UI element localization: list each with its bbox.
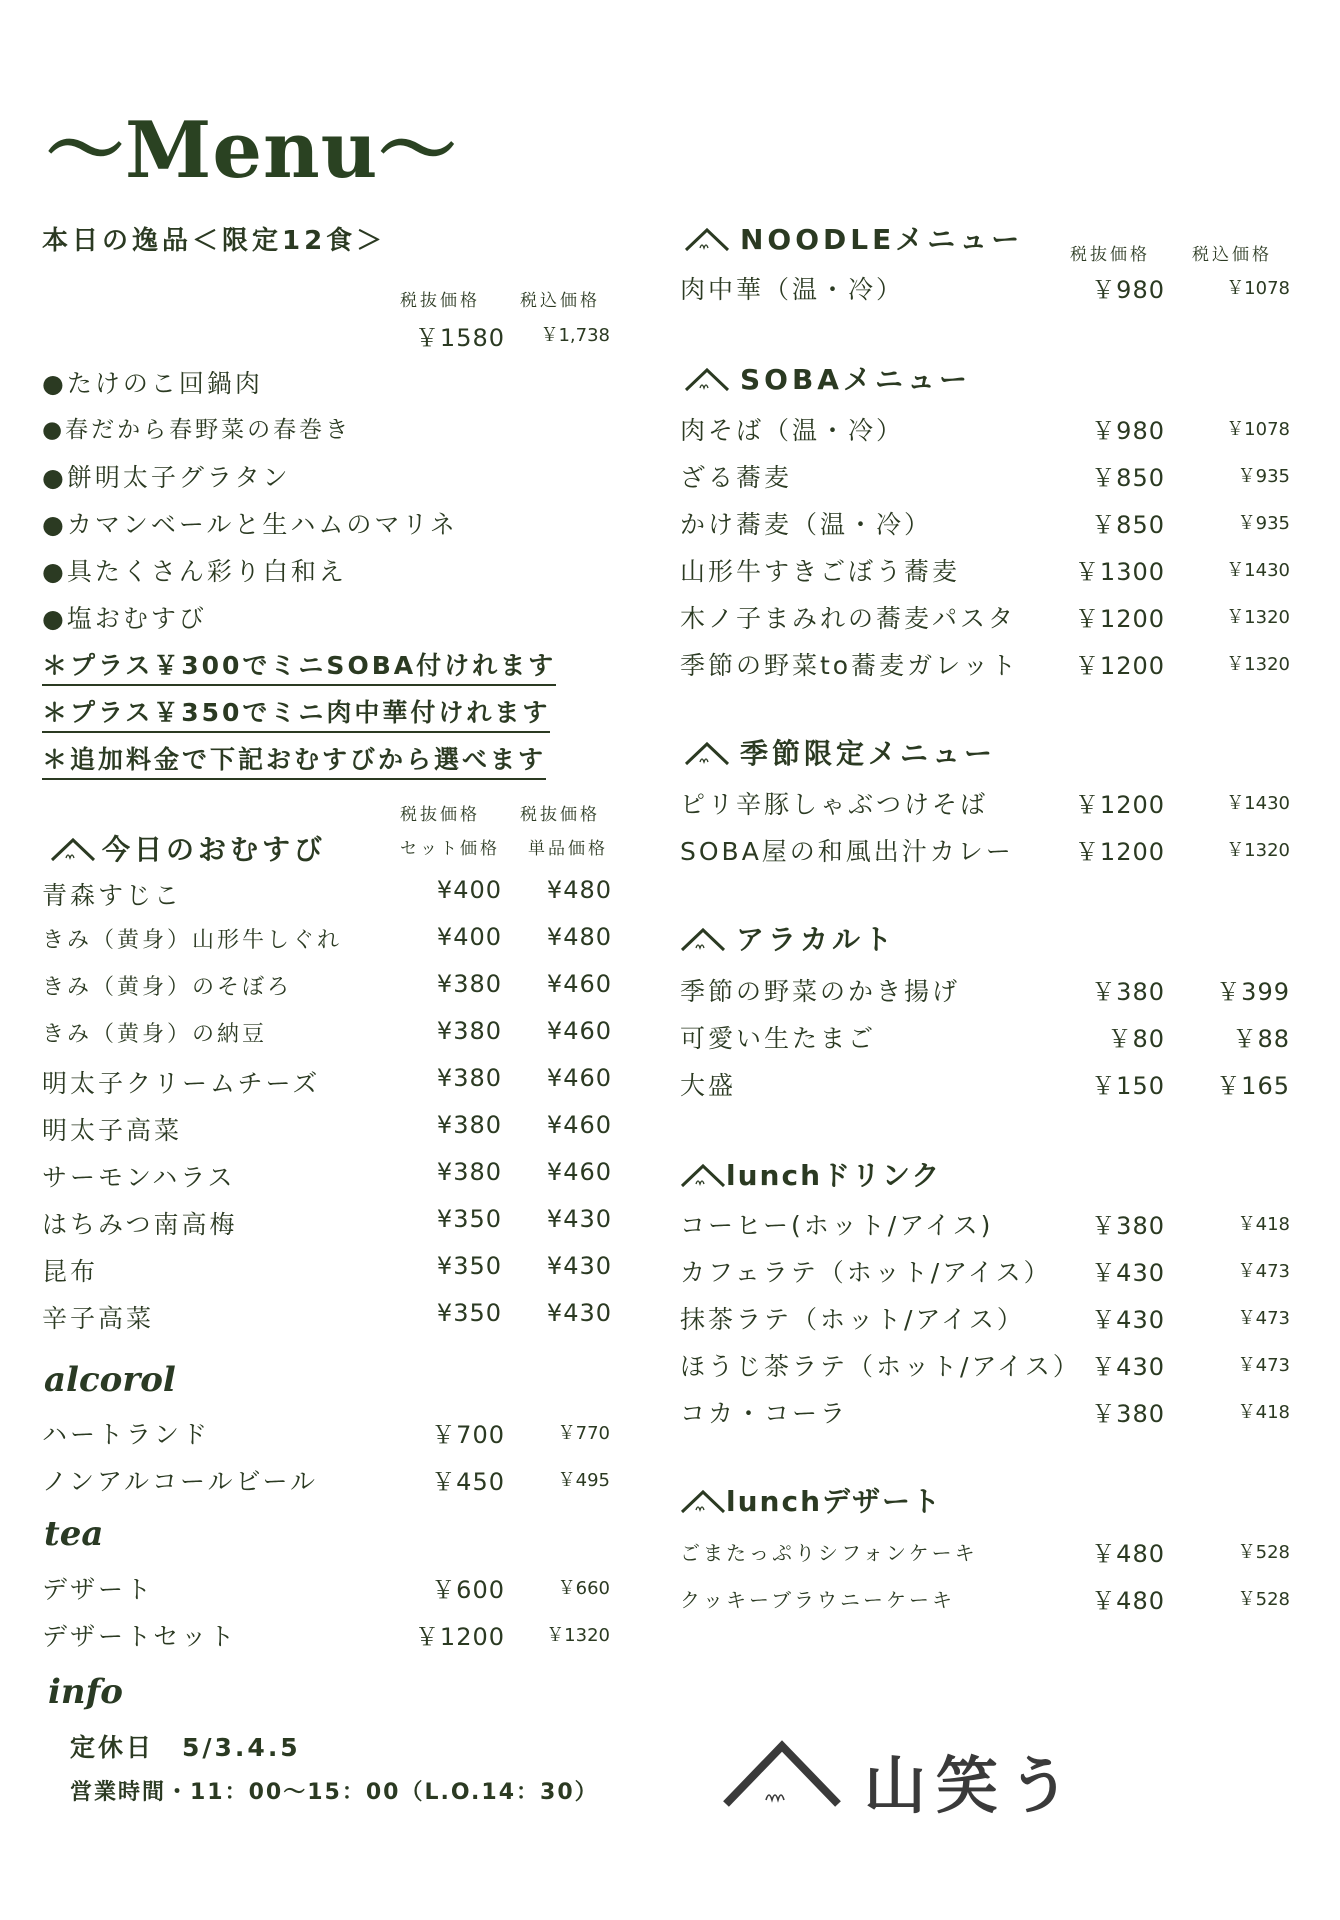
alacarte-item-ex: ￥80: [1107, 1025, 1165, 1053]
list-item: [42, 1299, 612, 1346]
special-col-ex: 税抜価格: [400, 291, 480, 311]
special-item: ●塩おむすび: [42, 604, 207, 633]
omusubi-list: [42, 876, 612, 1346]
list-item: [42, 1205, 612, 1252]
mountain-icon: [680, 926, 726, 952]
item-set-price: ¥350: [436, 1205, 502, 1233]
noodle-col-in: 税込価格: [1192, 245, 1272, 265]
item-name: 明太子高菜: [42, 1116, 183, 1145]
dessert-heading: lunchデザート: [726, 1485, 942, 1518]
mountain-icon: [50, 836, 96, 862]
item-name: 季節の野菜to蕎麦ガレット: [680, 651, 1019, 680]
tea-item-ex: ￥1200: [414, 1623, 505, 1651]
alacarte-item-in: ￥399: [1216, 978, 1290, 1006]
page-title: 〜Menu〜: [46, 105, 458, 196]
shop-logo: [722, 1724, 1092, 1824]
item-set-price: ¥380: [436, 970, 502, 998]
list-item: [42, 1111, 612, 1158]
dessert-item-name: ごまたっぷりシフォンケーキ: [680, 1541, 978, 1565]
alacarte-item-name: 季節の野菜のかき揚げ: [680, 977, 961, 1006]
list-item: [680, 1347, 1290, 1394]
item-in-price: ￥473: [1237, 1355, 1290, 1376]
item-ex-price: ￥430: [1091, 1259, 1165, 1287]
item-set-price: ¥400: [436, 923, 502, 951]
alcohol-item-name: ハートランド: [42, 1420, 211, 1449]
item-set-price: ¥380: [436, 1017, 502, 1045]
list-item: [42, 1064, 612, 1111]
item-in-price: ￥1320: [1226, 607, 1290, 628]
item-name: 明太子クリームチーズ: [42, 1069, 321, 1098]
item-name: サーモンハラス: [42, 1163, 236, 1192]
item-single-price: ¥430: [546, 1205, 612, 1233]
seasonal-item-ex: ￥1200: [1074, 838, 1165, 866]
item-ex-price: ￥1200: [1074, 652, 1165, 680]
noodle-col-ex: 税抜価格: [1070, 245, 1150, 265]
list-item: [680, 1206, 1290, 1253]
item-single-price: ¥460: [546, 1158, 612, 1186]
tea-item-ex: ￥600: [431, 1576, 505, 1604]
alcohol-item-ex: ￥700: [431, 1421, 505, 1449]
alacarte-item-ex: ￥380: [1091, 978, 1165, 1006]
mountain-icon: [680, 1488, 726, 1514]
item-name: 山形牛すきごぼう蕎麦: [680, 557, 961, 586]
list-item: [680, 505, 1290, 552]
alcohol-item-name: ノンアルコールビール: [42, 1467, 319, 1496]
item-set-price: ¥380: [436, 1158, 502, 1186]
item-set-price: ¥350: [436, 1252, 502, 1280]
item-name: きみ（黄身）のそぼろ: [42, 975, 293, 1000]
list-item: [42, 1252, 612, 1299]
item-in-price: ￥1320: [1226, 654, 1290, 675]
item-name: 木ノ子まみれの蕎麦パスタ: [680, 604, 1017, 633]
noodle-item-ex: ￥980: [1091, 276, 1165, 304]
item-name: 肉そば（温・冷）: [680, 416, 905, 445]
item-in-price: ￥935: [1237, 466, 1290, 487]
drink-list: [680, 1206, 1290, 1441]
item-single-price: ¥460: [546, 1017, 612, 1045]
item-single-price: ¥480: [546, 876, 612, 904]
item-name: ざる蕎麦: [680, 463, 793, 492]
alacarte-item-ex: ￥150: [1091, 1072, 1165, 1100]
item-in-price: ￥473: [1237, 1308, 1290, 1329]
item-name: はちみつ南高梅: [42, 1210, 238, 1239]
special-price-in: ￥1,738: [540, 325, 610, 346]
item-single-price: ¥430: [546, 1252, 612, 1280]
special-heading: 本日の逸品＜限定12食＞: [42, 226, 387, 256]
special-item: ●春だから春野菜の春巻き: [42, 417, 352, 443]
seasonal-item-in: ￥1320: [1226, 840, 1290, 861]
list-item: [680, 599, 1290, 646]
item-single-price: ¥430: [546, 1299, 612, 1327]
item-set-price: ¥380: [436, 1111, 502, 1139]
alacarte-heading: アラカルト: [736, 923, 897, 956]
dessert-item-ex: ￥480: [1091, 1540, 1165, 1568]
list-item: [680, 552, 1290, 599]
mountain-icon: [684, 740, 730, 766]
tea-item-name: デザート: [42, 1575, 155, 1604]
omusubi-col1-bottom: セット価格: [400, 839, 500, 859]
item-name: きみ（黄身）山形牛しぐれ: [42, 928, 343, 953]
item-name: 辛子高菜: [42, 1304, 155, 1333]
item-single-price: ¥460: [546, 1064, 612, 1092]
item-in-price: ￥1078: [1226, 419, 1290, 440]
item-name: コーヒー(ホット/アイス): [680, 1211, 994, 1240]
info-hours: 営業時間・11：00〜15：00（L.O.14：30）: [70, 1780, 599, 1805]
tea-item-in: ￥1320: [546, 1625, 610, 1646]
special-col-in: 税込価格: [520, 291, 600, 311]
list-item: [680, 1394, 1290, 1441]
mountain-icon: [684, 366, 730, 392]
seasonal-heading: 季節限定メニュー: [740, 737, 997, 770]
item-name: かけ蕎麦（温・冷）: [680, 510, 933, 539]
list-item: [42, 970, 612, 1017]
item-ex-price: ￥430: [1091, 1353, 1165, 1381]
list-item: [42, 1158, 612, 1205]
dessert-item-name: クッキーブラウニーケーキ: [680, 1588, 955, 1612]
item-set-price: ¥400: [436, 876, 502, 904]
list-item: [42, 923, 612, 970]
list-item: [680, 1253, 1290, 1300]
list-item: [42, 1017, 612, 1064]
dessert-item-ex: ￥480: [1091, 1587, 1165, 1615]
alacarte-item-in: ￥88: [1232, 1025, 1290, 1053]
logo-text: 山笑う: [864, 1749, 1081, 1822]
item-name: カフェラテ（ホット/アイス）: [680, 1258, 1052, 1287]
special-note: ＊プラス￥300でミニSOBA付けれます: [42, 646, 556, 686]
special-item: ●カマンベールと生ハムのマリネ: [42, 510, 458, 539]
alcohol-item-in: ￥770: [557, 1423, 610, 1444]
list-item: [680, 411, 1290, 458]
special-note: ＊プラス￥350でミニ肉中華付けれます: [42, 693, 550, 733]
dessert-item-in: ￥528: [1237, 1542, 1290, 1563]
item-in-price: ￥1430: [1226, 560, 1290, 581]
mountain-icon: [684, 226, 730, 252]
seasonal-item-ex: ￥1200: [1074, 791, 1165, 819]
omusubi-col2-bottom: 単品価格: [528, 839, 608, 859]
special-item: ●餅明太子グラタン: [42, 463, 291, 492]
noodle-heading: NOODLEメニュー: [740, 223, 1024, 256]
omusubi-col2-top: 税抜価格: [520, 805, 600, 825]
noodle-item-in: ￥1078: [1226, 278, 1290, 299]
list-item: [680, 1300, 1290, 1347]
omusubi-heading: 今日のおむすび: [102, 833, 327, 866]
soba-list: [680, 411, 1290, 693]
tea-item-in: ￥660: [557, 1578, 610, 1599]
item-set-price: ¥380: [436, 1064, 502, 1092]
info-heading: info: [48, 1672, 123, 1712]
special-price-ex: ￥1580: [414, 324, 505, 352]
item-in-price: ￥418: [1237, 1214, 1290, 1235]
item-single-price: ¥480: [546, 923, 612, 951]
alacarte-item-name: 大盛: [680, 1071, 737, 1100]
noodle-item-name: 肉中華（温・冷）: [680, 275, 905, 304]
item-single-price: ¥460: [546, 1111, 612, 1139]
special-note: ＊追加料金で下記おむすびから選べます: [42, 740, 546, 780]
seasonal-item-in: ￥1430: [1226, 793, 1290, 814]
item-ex-price: ￥1300: [1074, 558, 1165, 586]
special-item: ●具たくさん彩り白和え: [42, 557, 347, 586]
alcohol-item-in: ￥495: [557, 1470, 610, 1491]
item-in-price: ￥473: [1237, 1261, 1290, 1282]
item-ex-price: ￥380: [1091, 1400, 1165, 1428]
list-item: [42, 876, 612, 923]
item-ex-price: ￥980: [1091, 417, 1165, 445]
seasonal-item-name: SOBA屋の和風出汁カレー: [680, 837, 1014, 866]
soba-heading: SOBAメニュー: [740, 363, 971, 396]
dessert-item-in: ￥528: [1237, 1589, 1290, 1610]
mountain-icon: [680, 1162, 726, 1188]
list-item: [680, 646, 1290, 693]
alcohol-item-ex: ￥450: [431, 1468, 505, 1496]
item-set-price: ¥350: [436, 1299, 502, 1327]
item-ex-price: ￥1200: [1074, 605, 1165, 633]
item-ex-price: ￥850: [1091, 511, 1165, 539]
item-name: コカ・コーラ: [680, 1399, 849, 1428]
item-name: ほうじ茶ラテ（ホット/アイス）: [680, 1352, 1081, 1381]
seasonal-item-name: ピリ辛豚しゃぶつけそば: [680, 790, 989, 819]
mountain-icon: [722, 1738, 842, 1808]
alacarte-item-name: 可愛い生たまご: [680, 1024, 877, 1053]
drink-heading: lunchドリンク: [726, 1159, 942, 1192]
item-ex-price: ￥850: [1091, 464, 1165, 492]
item-in-price: ￥935: [1237, 513, 1290, 534]
alcohol-heading: alcorol: [44, 1360, 176, 1400]
item-ex-price: ￥380: [1091, 1212, 1165, 1240]
tea-heading: tea: [44, 1514, 104, 1554]
item-name: 昆布: [42, 1257, 99, 1286]
omusubi-col1-top: 税抜価格: [400, 805, 480, 825]
info-closed-days: 定休日 5/3.4.5: [70, 1733, 301, 1762]
item-name: 青森すじこ: [42, 881, 183, 910]
list-item: [680, 458, 1290, 505]
item-name: きみ（黄身）の納豆: [42, 1022, 268, 1047]
tea-item-name: デザートセット: [42, 1622, 238, 1651]
item-in-price: ￥418: [1237, 1402, 1290, 1423]
item-single-price: ¥460: [546, 970, 612, 998]
item-name: 抹茶ラテ（ホット/アイス）: [680, 1305, 1025, 1334]
alacarte-item-in: ￥165: [1216, 1072, 1290, 1100]
special-item: ●たけのこ回鍋肉: [42, 369, 263, 398]
item-ex-price: ￥430: [1091, 1306, 1165, 1334]
